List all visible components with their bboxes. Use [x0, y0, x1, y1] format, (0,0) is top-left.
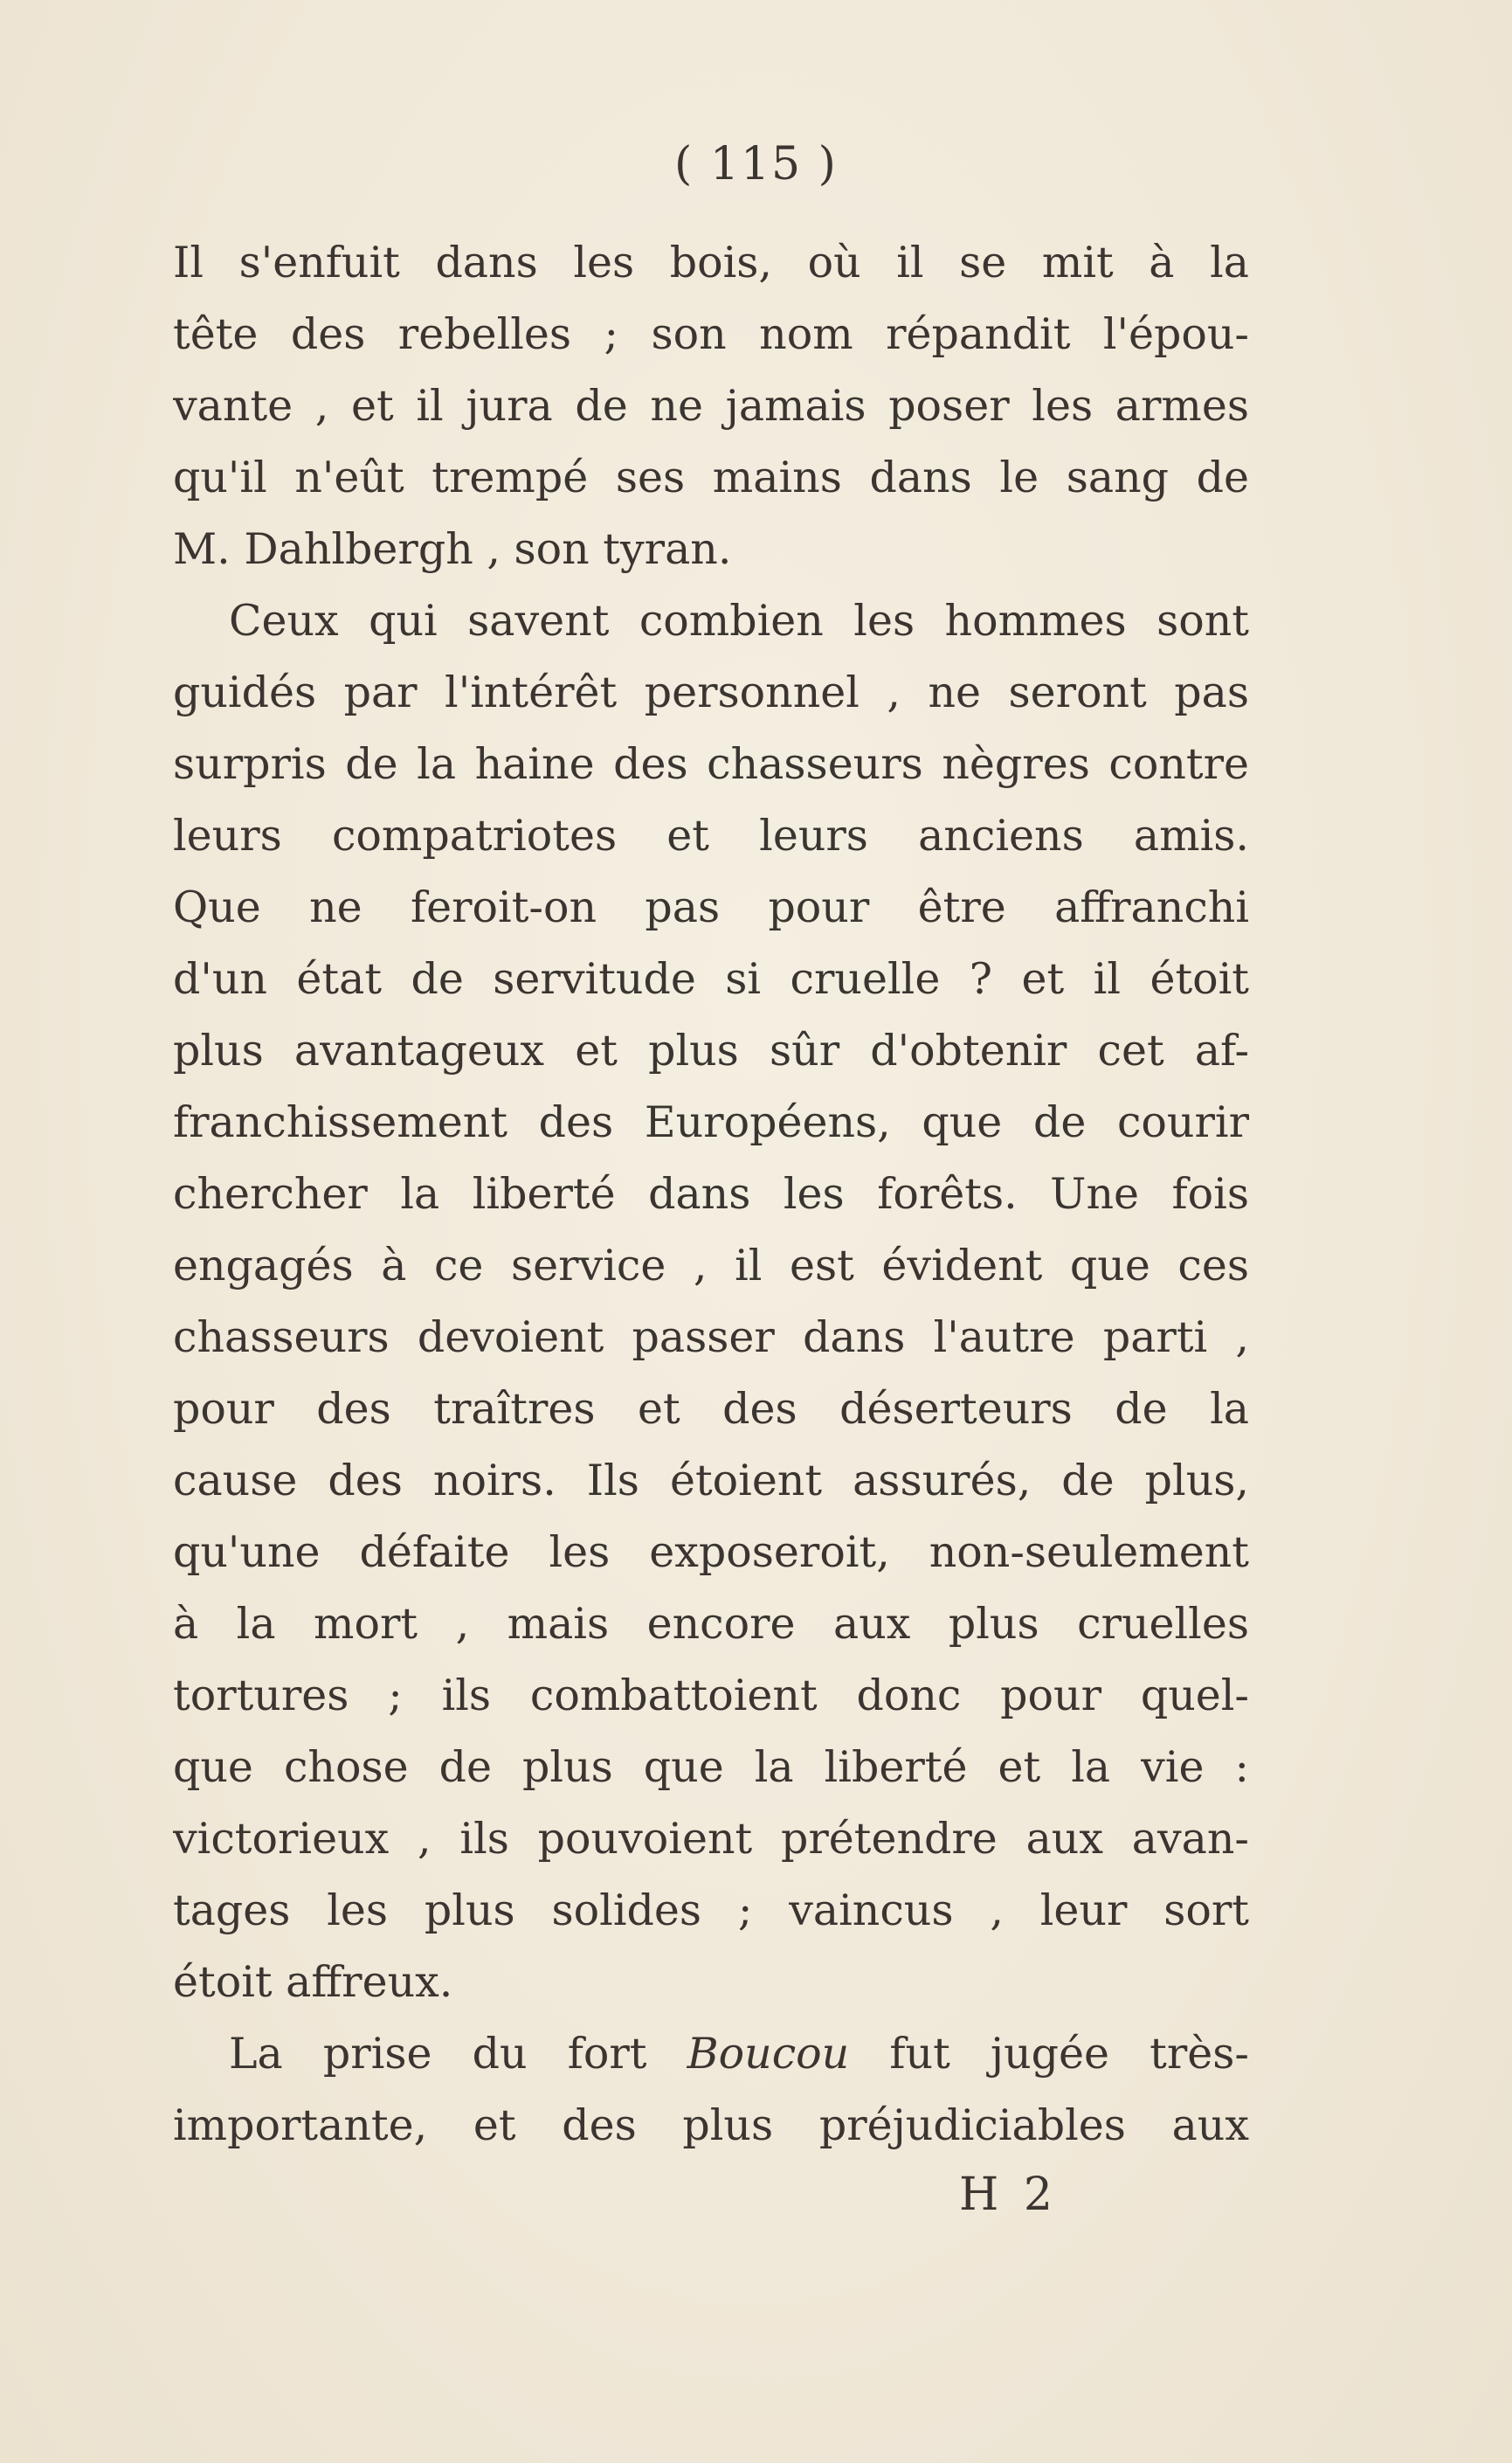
text-line: engagés à ce service , il est évident que ces	[173, 1241, 1249, 1290]
text-line: chercher la liberté dans les forêts. Une fois	[173, 1169, 1249, 1219]
text-line: tages les plus solides ; vaincus , leur sort	[173, 1885, 1249, 1935]
text-line: plus avantageux et plus sûr d'obtenir cet af-	[173, 1026, 1249, 1076]
body-text	[173, 227, 1249, 2162]
text-line: étoit affreux.	[173, 1957, 453, 2007]
text-line: leurs compatriotes et leurs anciens amis.	[173, 811, 1249, 861]
text-line: que chose de plus que la liberté et la vie :	[173, 1742, 1249, 1792]
text-line: vante , et il jura de ne jamais poser les armes	[173, 381, 1249, 431]
text-line: Ceux qui savent combien les hommes sont	[229, 596, 1249, 646]
text-line: chasseurs devoient passer dans l'autre parti ,	[173, 1312, 1249, 1362]
text-span: fut jugée très-	[849, 2029, 1249, 2079]
text-line: tête des rebelles ; son nom répandit l'épou-	[173, 309, 1249, 359]
page-number: ( 115 )	[674, 138, 838, 190]
line-list	[173, 227, 1249, 2018]
text-line: qu'une défaite les exposeroit, non-seulement	[173, 1527, 1249, 1577]
text-line: d'un état de servitude si cruelle ? et il étoit	[173, 954, 1249, 1004]
text-line: victorieux , ils pouvoient prétendre aux avan-	[173, 1814, 1249, 1864]
text-line: M. Dahlbergh , son tyran.	[173, 524, 732, 574]
text-line: à la mort , mais encore aux plus cruelles	[173, 1599, 1249, 1649]
text-line: franchissement des Européens, que de courir	[173, 1097, 1249, 1147]
text-line: pour des traîtres et des déserteurs de la	[173, 1384, 1249, 1434]
text-line: guidés par l'intérêt personnel , ne seront pas	[173, 668, 1249, 717]
text-line: importante, et des plus préjudiciables aux	[173, 2100, 1249, 2150]
text-line	[173, 2018, 1249, 2090]
text-line: qu'il n'eût trempé ses mains dans le sang de	[173, 453, 1249, 502]
text-line: cause des noirs. Ils étoient assurés, de plus,	[173, 1456, 1249, 1505]
text-line: Que ne feroit-on pas pour être affranchi	[173, 882, 1249, 932]
text-line: tortures ; ils combattoient donc pour quel-	[173, 1671, 1249, 1720]
text-span: La prise du fort	[229, 2029, 687, 2079]
place-name: Boucou	[687, 2029, 850, 2079]
text-line: Il s'enfuit dans les bois, où il se mit à la	[173, 238, 1249, 287]
signature-mark: H 2	[959, 2169, 1058, 2221]
text-line: surpris de la haine des chasseurs nègres contre	[173, 739, 1249, 789]
